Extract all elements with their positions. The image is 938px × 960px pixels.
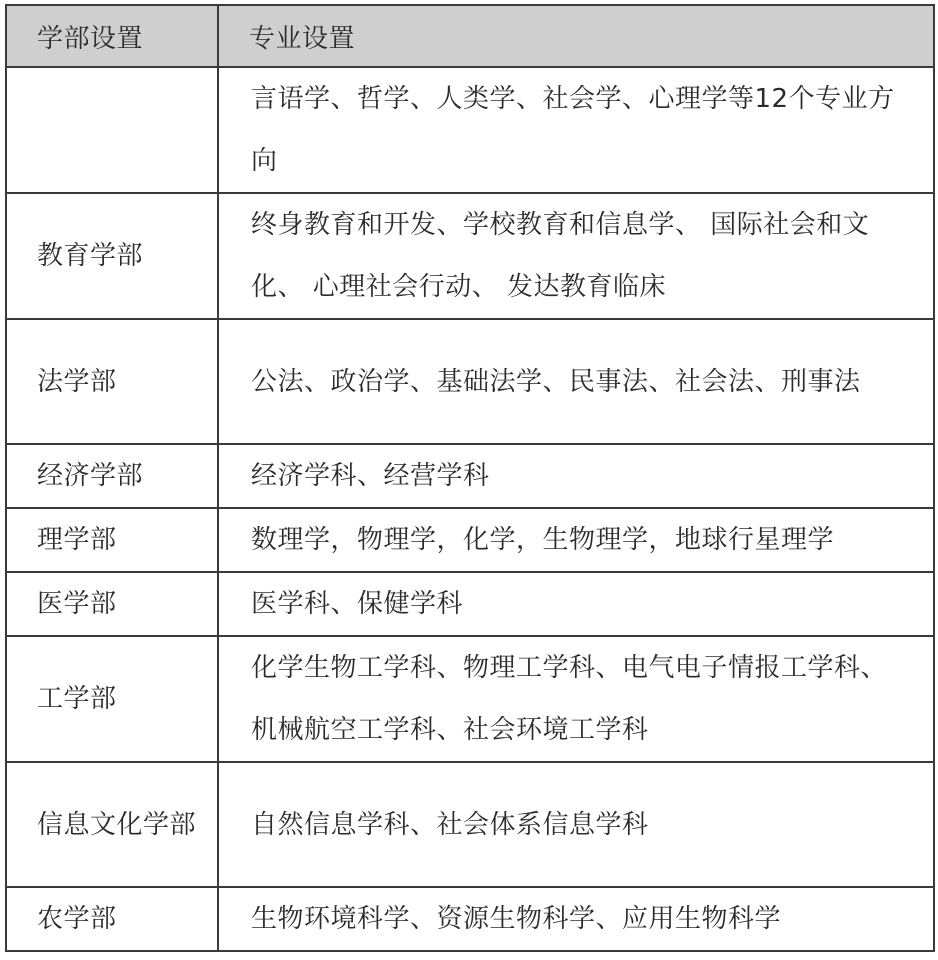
- table-row: [6, 636, 934, 762]
- department-cell: 工学部: [6, 636, 218, 762]
- header-majors: 专业设置: [218, 5, 934, 67]
- table-row: [6, 67, 934, 193]
- majors-cell: 生物环境科学、资源生物科学、应用生物科学: [218, 887, 934, 951]
- table-row: [6, 319, 934, 444]
- majors-cell: 自然信息学科、社会体系信息学科: [218, 762, 934, 887]
- department-cell: 医学部: [6, 572, 218, 636]
- department-cell: [6, 67, 218, 193]
- departments-table: [5, 4, 935, 952]
- table-row: [6, 193, 934, 319]
- table-row: [6, 762, 934, 887]
- department-cell: 信息文化学部: [6, 762, 218, 887]
- majors-cell: 言语学、哲学、人类学、社会学、心理学等12个专业方向: [218, 67, 934, 193]
- department-cell: 经济学部: [6, 444, 218, 508]
- majors-cell: 化学生物工学科、物理工学科、电气电子情报工学科、机械航空工学科、社会环境工学科: [218, 636, 934, 762]
- departments-table-container: [5, 4, 933, 952]
- header-department: 学部设置: [6, 5, 218, 67]
- table-row: [6, 444, 934, 508]
- table-header-row: [6, 5, 934, 67]
- table-row: [6, 887, 934, 951]
- majors-cell: 医学科、保健学科: [218, 572, 934, 636]
- table-row: [6, 572, 934, 636]
- department-cell: 理学部: [6, 508, 218, 572]
- majors-cell: 公法、政治学、基础法学、民事法、社会法、刑事法: [218, 319, 934, 444]
- majors-cell: 数理学，物理学，化学，生物理学，地球行星理学: [218, 508, 934, 572]
- department-cell: 农学部: [6, 887, 218, 951]
- department-cell: 法学部: [6, 319, 218, 444]
- majors-cell: 终身教育和开发、学校教育和信息学、 国际社会和文化、 心理社会行动、 发达教育临床: [218, 193, 934, 319]
- table-row: [6, 508, 934, 572]
- department-cell: 教育学部: [6, 193, 218, 319]
- majors-cell: 经济学科、经营学科: [218, 444, 934, 508]
